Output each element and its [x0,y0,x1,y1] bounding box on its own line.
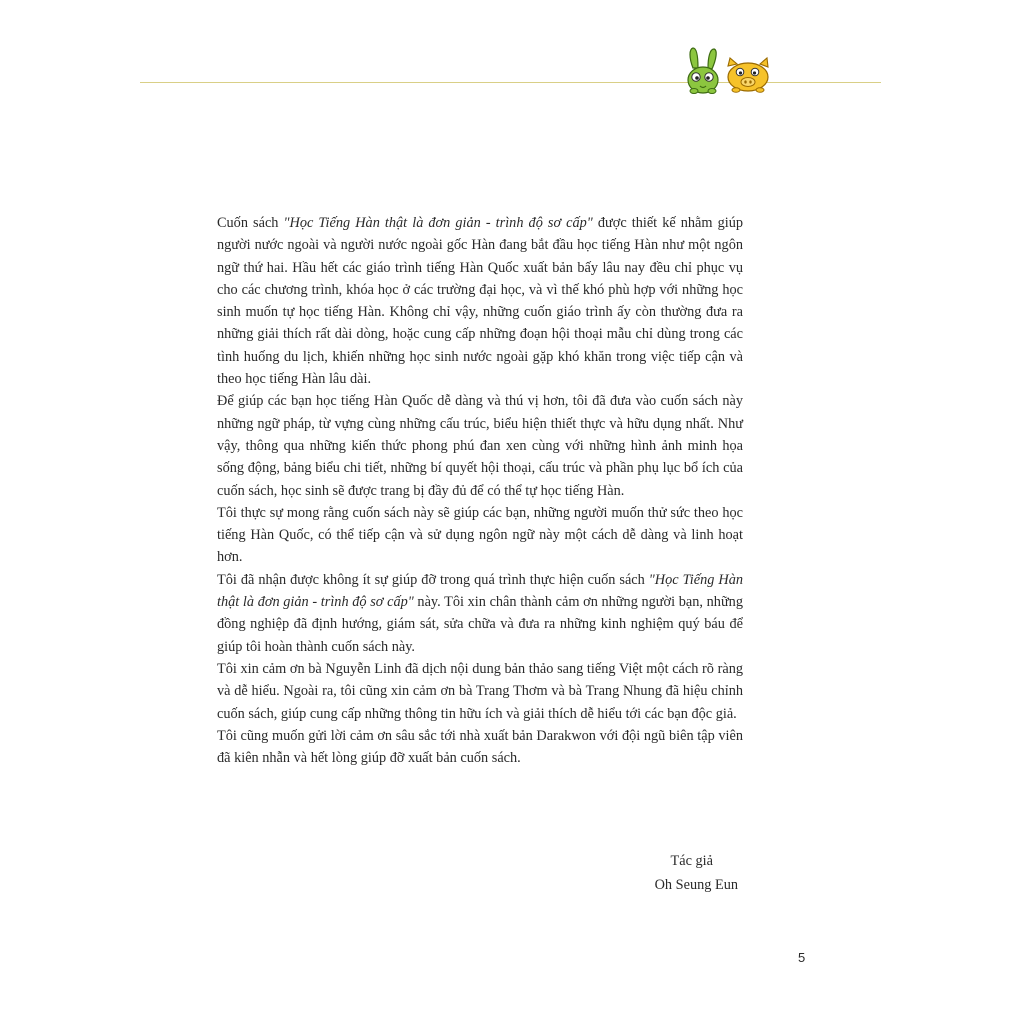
signature-name: Oh Seung Eun [654,877,738,893]
page-number: 5 [798,950,806,965]
author-signature [560,849,738,897]
book-title-italic: "Học Tiếng Hàn thật là đơn giản - trình độ sơ cấp" [217,571,744,611]
paragraph-thanks-publisher: Tôi cũng muốn gửi lời cảm ơn sâu sắc tới nhà xuất bản Darakwon với đội ngũ biên tập viên đã kiên nhẫn và hết lòng giúp đỡ xuất bản cuốn sách. [217,727,743,767]
paragraph-content: Để giúp các bạn học tiếng Hàn Quốc dễ dàng và thú vị hơn, tôi đã đưa vào cuốn sách này những ngữ pháp, từ vựng cùng những cấu trúc, biểu hiện thiết thực và hữu dụng nhất. Như vậy, thông qua những kiến thức phong phú đan xen cùng với những hình ảnh minh họa sống động, bảng biểu chi tiết, những bí quyết hội thoại, cấu trúc và phần phụ lục bổ ích của cuốn sách, học sinh sẽ được trang bị đầy đủ để có thể tự học tiếng Hàn. [217,393,743,499]
mascots-illustration [684,46,774,96]
book-title-italic: "Học Tiếng Hàn thật là đơn giản - trình độ sơ cấp" [283,215,593,231]
paragraph-intro: Cuốn sách "Học Tiếng Hàn thật là đơn giản - trình độ sơ cấp" được thiết kế nhằm giúp người nước ngoài và người nước ngoài gốc Hàn đang bắt đầu học tiếng Hàn như một ngôn ngữ thứ hai. Hầu hết các giáo trình tiếng Hàn Quốc xuất bản bấy lâu nay đều chỉ phục vụ cho các chương trình, khóa học ở các trường đại học, và vì thế khó phù hợp với những học sinh muốn tự học tiếng Hàn. Không chỉ vậy, những cuốn giáo trình ấy còn thường đưa ra những giải thích rất dài dòng, hoặc cung cấp những đoạn hội thoại mẫu chỉ dùng trong các tình huống du lịch, khiến những học sinh nước ngoài gặp khó khăn trong việc tiếp cận và theo học tiếng Hàn lâu dài. [217,215,743,388]
signature-role: Tác giả [670,853,713,869]
green-rabbit-icon [688,48,718,94]
paragraph-thanks-translators: Tôi xin cảm ơn bà Nguyễn Linh đã dịch nội dung bản thảo sang tiếng Việt một cách rõ ràng và dễ hiểu. Ngoài ra, tôi cũng xin cảm ơn bà Trang Thơm và bà Trang Nhung đã hiệu chỉnh cuốn sách, giúp cung cấp những thông tin hữu ích và giải thích dễ hiểu tới các bạn độc giả. [217,660,743,722]
preface-body [217,212,743,769]
yellow-pig-icon [728,58,768,92]
paragraph-hope: Tôi thực sự mong rằng cuốn sách này sẽ giúp các bạn, những người muốn thử sức theo học tiếng Hàn Quốc, có thể tiếp cận và sử dụng ngôn ngữ này một cách dễ dàng và linh hoạt hơn. [217,504,743,566]
paragraph-thanks-colleagues: Tôi đã nhận được không ít sự giúp đỡ trong quá trình thực hiện cuốn sách "Học Tiếng Hàn thật là đơn giản - trình độ sơ cấp" này. Tôi xin chân thành cảm ơn những người bạn, những đồng nghiệp đã định hướng, giám sát, sửa chữa và đưa ra những kinh nghiệm quý báu để giúp tôi hoàn thành cuốn sách này. [217,571,744,655]
